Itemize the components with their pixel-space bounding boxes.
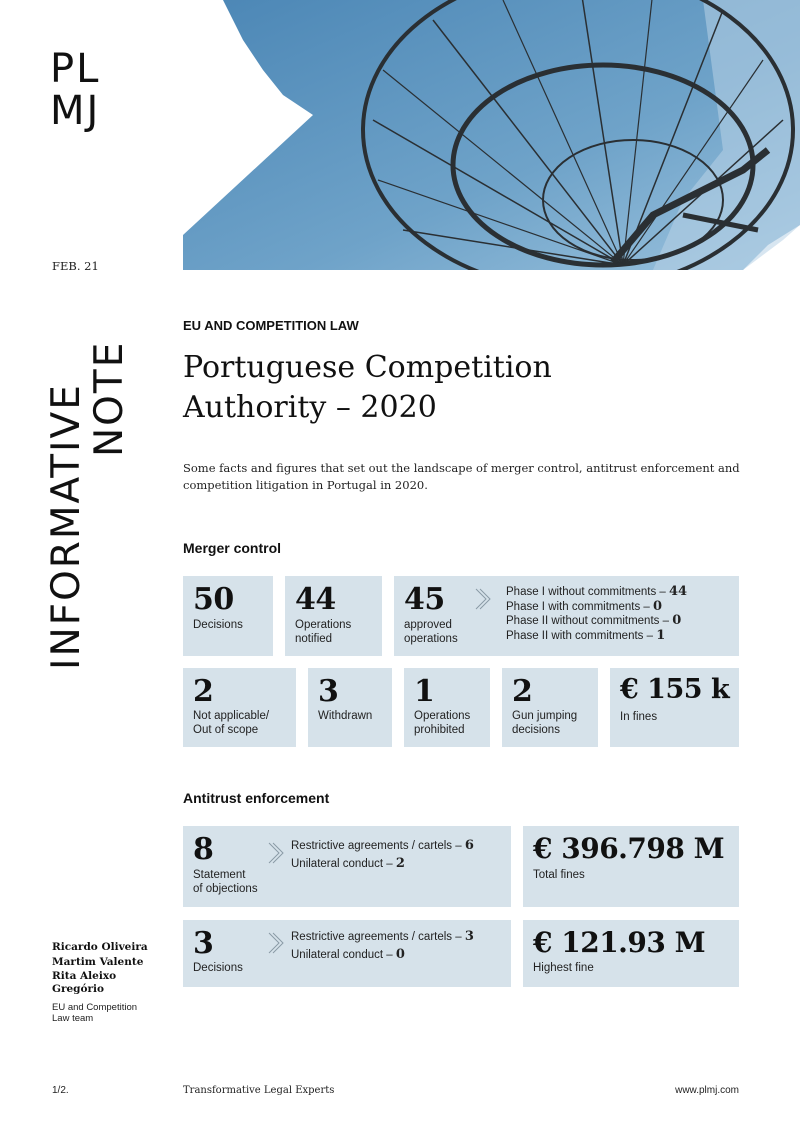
withdrawn-label: Withdrawn [318, 710, 373, 722]
approved-value: 45 [404, 582, 445, 617]
breakdown-item: Restrictive agreements / cartels – 6 [291, 838, 474, 853]
statement-card [183, 826, 511, 907]
breakdown-item: Restrictive agreements / cartels – 3 [291, 929, 474, 944]
plmj-logo [50, 48, 100, 132]
fines-value: € 155 k [620, 674, 730, 705]
notified-label-1: Operations [295, 619, 352, 631]
chevron-right-icon [267, 932, 285, 954]
phase-item: Phase I with commitments – 0 [506, 598, 663, 614]
tagline: Transformative Legal Experts [183, 1085, 335, 1096]
antitrust-heading: Antitrust enforcement [183, 790, 330, 806]
decisions-card [183, 576, 273, 656]
withdrawn-card [308, 668, 392, 747]
notified-label [295, 618, 351, 646]
statement-label-1: Statement [193, 869, 246, 881]
statement-value: 8 [193, 832, 214, 867]
decisions-label: Decisions [193, 619, 243, 631]
logo-line-1: PL [50, 46, 101, 92]
page-title-line-2: Authority – 2020 [183, 390, 437, 425]
gun-jumping-value: 2 [512, 674, 533, 709]
prohibited-label-1: Operations [414, 710, 471, 722]
not-applicable-label-2: Out of scope [193, 724, 259, 736]
section-label: EU AND COMPETITION LAW [183, 318, 359, 333]
vertical-title-line-2: NOTE [87, 340, 132, 457]
statement-breakdown [291, 837, 474, 873]
team-label-1: EU and Competition [52, 1002, 138, 1013]
merger-heading: Merger control [183, 540, 282, 556]
total-fines-value: € 396.798 M [533, 832, 725, 865]
highest-fine-label: Highest fine [533, 962, 594, 974]
author-name: Rita Aleixo [52, 970, 117, 982]
team-label [52, 1002, 137, 1024]
logo-line-2: MJ [50, 88, 101, 134]
highest-fine-card [523, 920, 739, 987]
notified-value: 44 [295, 582, 336, 617]
team-label-2: Law team [52, 1013, 94, 1024]
decisions-breakdown [291, 928, 474, 964]
phase-list [506, 585, 687, 643]
decisions-value: 50 [193, 582, 234, 617]
total-fines-label: Total fines [533, 869, 585, 881]
intro-line-1: Some facts and figures that set out the landscape of merger control, antitrust enforcement and [183, 461, 740, 475]
approved-card [394, 576, 739, 656]
approved-label [404, 618, 458, 646]
author-name: Gregório [52, 983, 105, 995]
breakdown-item: Unilateral conduct – 0 [291, 947, 405, 962]
not-applicable-label [193, 709, 269, 737]
page-title-line-1: Portuguese Competition [183, 350, 552, 385]
total-fines-card [523, 826, 739, 907]
intro-text [183, 460, 740, 494]
chevron-right-icon [267, 842, 285, 864]
date: FEB. 21 [52, 259, 99, 273]
author-name: Martim Valente [52, 956, 144, 968]
prohibited-card [404, 668, 490, 747]
notified-label-2: notified [295, 633, 333, 645]
notified-card [285, 576, 382, 656]
website-link[interactable]: www.plmj.com [675, 1085, 739, 1096]
fines-card [610, 668, 739, 747]
phase-item: Phase I without commitments – 44 [506, 584, 688, 599]
not-applicable-value: 2 [193, 674, 214, 709]
gun-jumping-label-2: decisions [512, 724, 560, 736]
header-image [183, 0, 800, 270]
withdrawn-value: 3 [318, 674, 339, 709]
vertical-title-line-1: INFORMATIVE [44, 383, 89, 670]
authors [52, 940, 148, 996]
page-number: 1/2. [52, 1085, 69, 1096]
statement-label [193, 868, 258, 896]
phase-item: Phase II without commitments – 0 [506, 613, 682, 628]
highest-fine-value: € 121.93 M [533, 926, 706, 959]
decisions-antitrust-label: Decisions [193, 962, 243, 974]
decisions-antitrust-card [183, 920, 511, 987]
breakdown-item: Unilateral conduct – 2 [291, 856, 405, 871]
fines-label: In fines [620, 711, 658, 723]
prohibited-label [414, 709, 470, 737]
gun-jumping-label-1: Gun jumping [512, 710, 578, 722]
not-applicable-card [183, 668, 296, 747]
chevron-right-icon [474, 588, 492, 610]
approved-label-1: approved [404, 619, 452, 631]
decisions-antitrust-value: 3 [193, 926, 214, 961]
prohibited-label-2: prohibited [414, 724, 465, 736]
prohibited-value: 1 [414, 674, 435, 709]
page-title [183, 348, 552, 428]
statement-label-2: of objections [193, 883, 258, 895]
not-applicable-label-1: Not applicable/ [193, 710, 270, 722]
intro-line-2: competition litigation in Portugal in 2020. [183, 478, 428, 492]
vertical-title [45, 341, 131, 670]
gun-jumping-label [512, 709, 577, 737]
gun-jumping-card [502, 668, 598, 747]
phase-item: Phase II with commitments – 1 [506, 627, 666, 643]
approved-label-2: operations [404, 633, 458, 645]
author-name: Ricardo Oliveira [52, 941, 148, 953]
